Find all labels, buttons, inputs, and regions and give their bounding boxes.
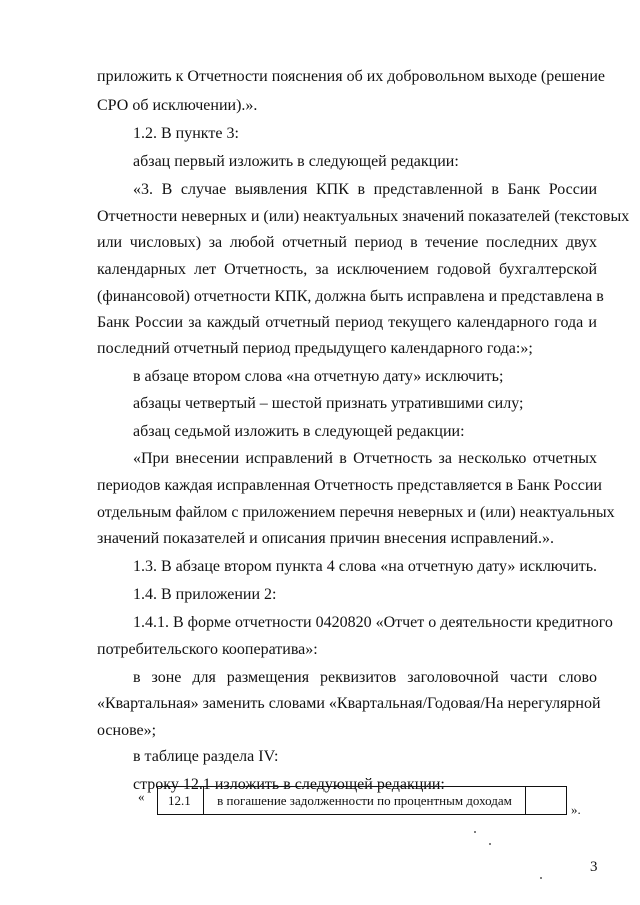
text-line-12: в абзаце втором слова «на отчетную дату» исключить;	[133, 368, 504, 385]
table-row-value	[526, 787, 566, 814]
text-line-6: Отчетности неверных и (или) неактуальных значений показателей (текстовых	[97, 208, 630, 225]
text-line-13: абзацы четвертый – шестой признать утратившими силу;	[133, 395, 524, 412]
text-line-16: периодов каждая исправленная Отчетность представляется в Банк России	[97, 477, 602, 494]
text-line-19: 1.3. В абзаце втором пункта 4 слова «на отчетную дату» исключить.	[133, 558, 598, 575]
table-open-quote: «	[138, 789, 145, 804]
text-line-7: или числовых) за любой отчетный период в течение последних двух	[97, 234, 597, 251]
text-line-1: приложить к Отчетности пояснения об их добровольном выходе (решение	[97, 68, 605, 85]
text-line-9: (финансовой) отчетности КПК, должна быть исправлена и представлена в	[97, 288, 604, 305]
text-line-23: в зоне для размещения реквизитов заголовочной части слово	[133, 669, 597, 686]
scan-speck	[474, 831, 476, 833]
text-line-10: Банк России за каждый отчетный период текущего календарного года и	[97, 314, 597, 331]
text-line-18: значений показателей и описания причин внесения исправлений.».	[97, 530, 554, 547]
text-line-25: основе»;	[97, 722, 157, 739]
text-line-2: СРО об исключении).».	[97, 97, 258, 114]
scan-speck	[540, 877, 542, 879]
text-line-3: 1.2. В пункте 3:	[133, 125, 239, 142]
text-line-8: календарных лет Отчетность, за исключением годовой бухгалтерской	[97, 261, 597, 278]
text-line-27: строку 12.1 изложить в следующей редакции:	[133, 776, 445, 793]
text-line-20: 1.4. В приложении 2:	[133, 586, 277, 603]
text-line-11: последний отчетный период предыдущего календарного года:»;	[97, 340, 533, 357]
replacement-table-row	[157, 786, 567, 815]
table-row-code: 12.1	[158, 787, 204, 814]
table-close-quote: ».	[571, 802, 581, 817]
text-line-21: 1.4.1. В форме отчетности 0420820 «Отчет о деятельности кредитного	[133, 614, 613, 631]
text-line-26: в таблице раздела IV:	[133, 748, 279, 765]
table-row-description: в погашение задолженности по процентным доходам	[204, 787, 526, 814]
text-line-5: «3. В случае выявления КПК в представленной в Банк России	[133, 181, 597, 198]
page-number: 3	[590, 859, 598, 875]
text-line-22: потребительского кооператива»:	[97, 641, 318, 658]
text-line-14: абзац седьмой изложить в следующей редакции:	[133, 423, 465, 440]
scan-speck	[489, 843, 491, 845]
text-line-4: абзац первый изложить в следующей редакции:	[133, 153, 459, 170]
text-line-15: «При внесении исправлений в Отчетность за несколько отчетных	[133, 450, 597, 467]
text-line-24: «Квартальная» заменить словами «Квартальная/Годовая/На нерегулярной	[97, 695, 601, 712]
text-line-17: отдельным файлом с приложением перечня неверных и (или) неактуальных	[97, 504, 615, 521]
